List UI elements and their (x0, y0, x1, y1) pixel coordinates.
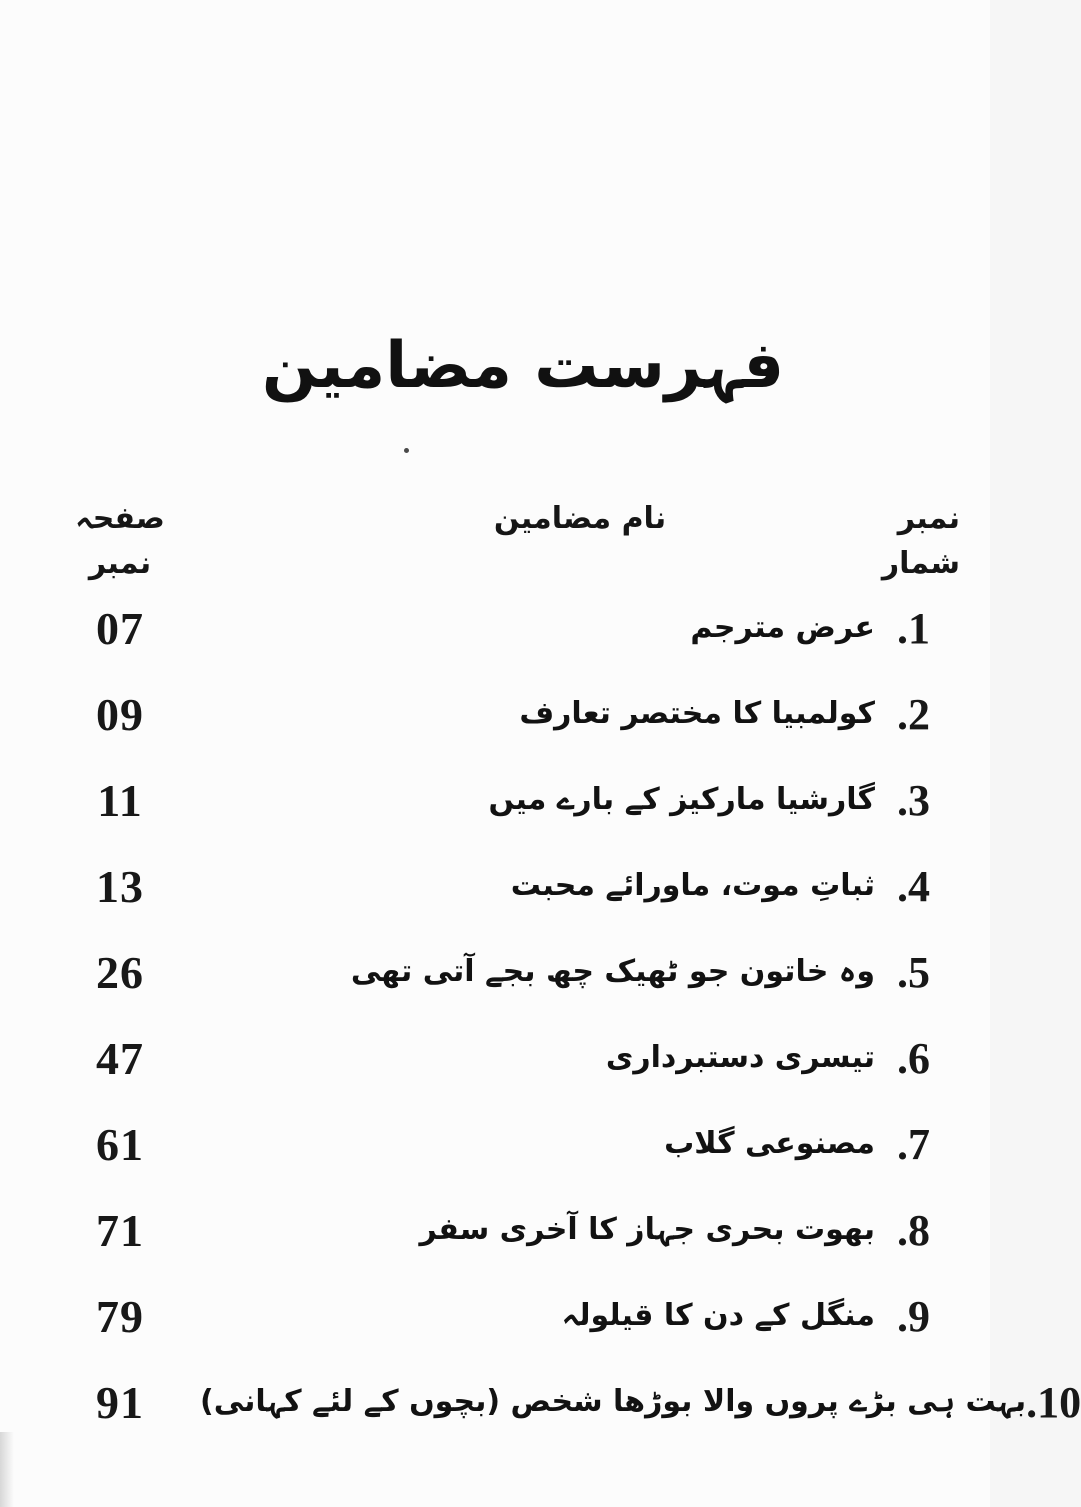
toc-article-title: گارشیا مارکیز کے بارے میں (488, 782, 875, 818)
toc-page-number: 13 (96, 860, 144, 912)
toc-serial-number: 10. (1026, 1377, 1081, 1427)
table-row (40, 757, 930, 843)
toc-page-number: 79 (96, 1290, 144, 1342)
toc-page-number: 09 (96, 688, 144, 740)
table-row (40, 1015, 930, 1101)
toc-page-number: 47 (96, 1032, 144, 1084)
toc-page-number: 61 (96, 1118, 144, 1170)
toc-article-title: بھوت بحری جہاز کا آخری سفر (419, 1212, 875, 1248)
toc-serial-number: 5. (897, 947, 930, 997)
table-row (40, 1101, 930, 1187)
table-row (40, 1359, 1081, 1445)
column-header-page-number: صفحہ نمبر (75, 501, 165, 581)
toc-serial-number: 8. (897, 1205, 930, 1255)
toc-article-title: تیسری دستبرداری (605, 1040, 875, 1076)
toc-article-title: کولمبیا کا مختصر تعارف (519, 696, 875, 732)
table-row (40, 929, 930, 1015)
toc-serial-number: 6. (897, 1033, 930, 1083)
page-title: فہرست مضامین (261, 329, 785, 403)
toc-page-number: 26 (96, 946, 144, 998)
toc-article-title: مصنوعی گلاب (664, 1126, 875, 1162)
toc-header-row (40, 496, 960, 586)
toc-serial-number: 2. (897, 689, 930, 739)
table-row (40, 585, 930, 671)
scan-smudge (0, 1432, 14, 1507)
toc-serial-number: 7. (897, 1119, 930, 1169)
toc-serial-number: 1. (897, 603, 930, 653)
toc-article-title: منگل کے دن کا قیلولہ (561, 1298, 875, 1334)
table-row (40, 843, 930, 929)
table-row (40, 1273, 930, 1359)
toc-page-number: 71 (96, 1204, 144, 1256)
stray-ink-dot (404, 448, 409, 453)
column-header-serial-number: نمبر شمار (881, 501, 960, 581)
toc-article-title: ثباتِ موت، ماورائے محبت (510, 868, 875, 904)
toc-article-title: بہت ہی بڑے پروں والا بوڑھا شخص (بچوں کے لئے کہانی) (200, 1384, 1027, 1420)
toc-article-title: وہ خاتون جو ٹھیک چھ بجے آتی تھی (350, 954, 875, 990)
table-row (40, 1187, 930, 1273)
column-header-article-name: نام مضامین (493, 501, 667, 536)
toc-rows (40, 585, 1081, 1445)
table-row (40, 671, 930, 757)
toc-serial-number: 4. (897, 861, 930, 911)
toc-page-number: 91 (96, 1376, 144, 1428)
toc-serial-number: 3. (897, 775, 930, 825)
toc-page-number: 07 (96, 602, 144, 654)
toc-page-number: 11 (97, 774, 143, 826)
toc-serial-number: 9. (897, 1291, 930, 1341)
toc-article-title: عرض مترجم (690, 610, 875, 646)
